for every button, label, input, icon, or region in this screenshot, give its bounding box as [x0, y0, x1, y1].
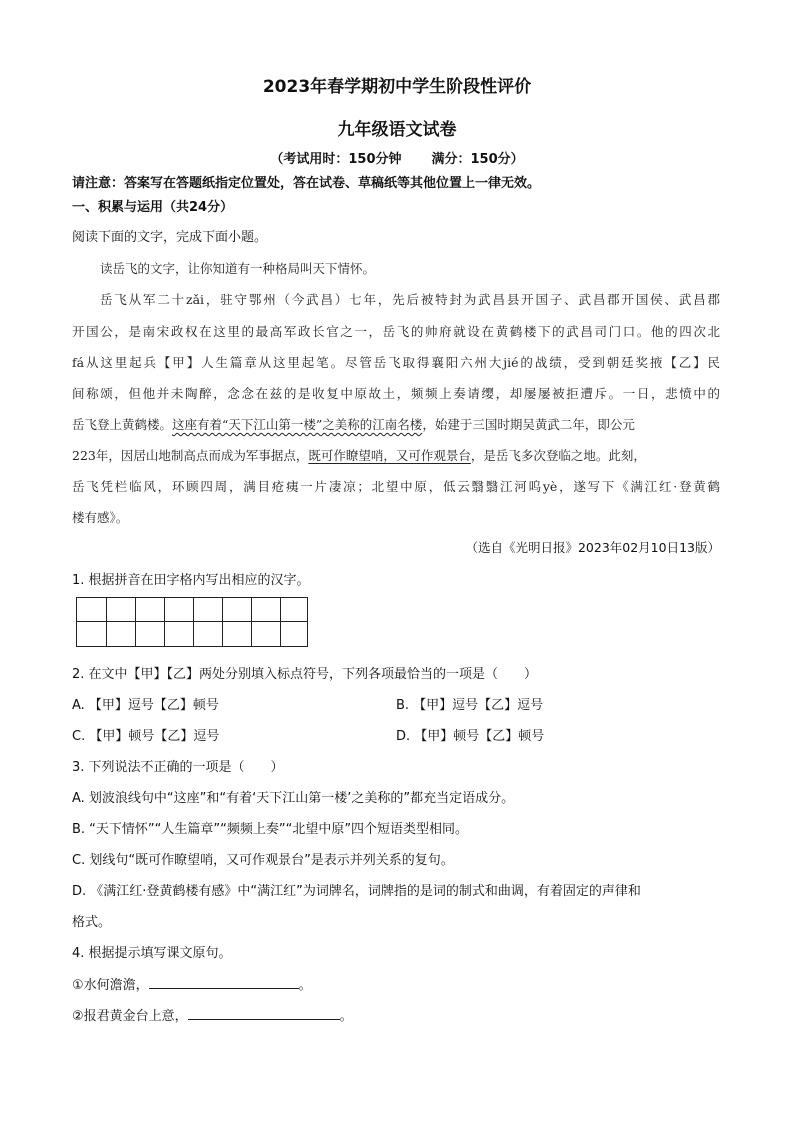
section-instruction: 阅读下面的文字，完成下面小题。: [72, 230, 268, 245]
passage-line: 间称颂，但他并未陶醉，念念在兹的是收复中原故土，频频上奏请缨，却屡屡被拒遭斥。一日，悲愤中的: [72, 386, 720, 401]
passage-line: [72, 415, 720, 433]
exam-title: 2023年春学期初中学生阶段性评价: [262, 77, 532, 97]
fill-blank-item: [72, 974, 312, 993]
section-heading: 一、积累与运用（共24分）: [72, 200, 234, 215]
passage-line: [72, 446, 720, 464]
exam-notice: 请注意：答案写在答题纸指定位置处，答在试卷、草稿纸等其他位置上一律无效。: [72, 176, 541, 191]
option-c[interactable]: C. 划线句“既可作瞭望哨，又可作观景台”是表示并列关系的复句。: [72, 853, 454, 868]
exam-info: [0, 148, 794, 167]
exam-time: （考试用时：150分钟: [270, 152, 402, 167]
passage-line: 岳飞凭栏临风，环顾四周，满目疮痍一片凄凉；北望中原，低云翳翳江河呜yè，遂写下《满江红·登黄鹤: [72, 479, 720, 494]
question-1: 1. 根据拼音在田字格内写出相应的汉字。: [72, 573, 310, 588]
answer-blank[interactable]: [149, 974, 299, 989]
option-c[interactable]: C. 【甲】顿号【乙】逗号: [72, 729, 220, 744]
period: 。: [339, 1009, 353, 1024]
full-score: 满分：150分）: [431, 152, 524, 167]
answer-blank[interactable]: [188, 1005, 340, 1020]
passage-text: 岳飞登上黄鹤楼。: [72, 417, 173, 432]
option-d[interactable]: D. 《满江红·登黄鹤楼有感》中“满江红”为词牌名，词牌指的是词的制式和曲调，有着固定的声律和: [72, 884, 641, 899]
passage-source: （选自《光明日报》2023年02月10日13版）: [465, 540, 720, 555]
option-d[interactable]: D. 【甲】顿号【乙】顿号: [396, 729, 545, 744]
period: 。: [298, 978, 312, 993]
prompt-text: ①水何澹澹，: [72, 978, 149, 993]
passage-text: ，始建于三国时期吴黄武二年，即公元: [422, 417, 635, 432]
question-3: 3. 下列说法不正确的一项是（ ）: [72, 760, 284, 775]
passage-line: 岳飞从军二十zǎi，驻守鄂州（今武昌）七年，先后被特封为武昌县开国子、武昌郡开国侯、武昌郡: [100, 292, 720, 307]
option-d-continued: 格式。: [72, 915, 112, 930]
passage-line: 开国公，是南宋政权在这里的最高军政长官之一，岳飞的帅府就设在黄鹤楼下的武昌司门口。他的四次北: [72, 324, 720, 339]
prompt-text: ②报君黄金台上意，: [72, 1009, 188, 1024]
option-a[interactable]: A. 划波浪线句中“这座”和“有着‘天下江山第一楼’之美称的”都充当定语成分。: [72, 791, 515, 806]
passage-line: fá从这里起兵【甲】人生篇章从这里起笔。尽管岳飞取得襄阳六州大jié的战绩，受到朝廷奖掖【乙】民: [72, 355, 720, 370]
question-2: 2. 在文中【甲】【乙】两处分别填入标点符号，下列各项最恰当的一项是（ ）: [72, 667, 538, 682]
underlined-sentence: 既可作瞭望哨，又可作观景台: [308, 448, 471, 463]
fill-blank-item: [72, 1005, 353, 1024]
tianzige-answer-grid[interactable]: [76, 597, 308, 647]
passage-line: 读岳飞的文字，让你知道有一种格局叫天下情怀。: [100, 261, 376, 276]
passage-text: ，是岳飞多次登临之地。此刻，: [470, 448, 646, 463]
passage-text: 223年，因居山地制高点而成为军事据点，: [72, 448, 309, 463]
wavy-underlined-sentence: 这座有着“天下江山第一楼”之美称的江南名楼: [172, 417, 423, 432]
question-4: 4. 根据提示填写课文原句。: [72, 946, 232, 961]
exam-subtitle: 九年级语文试卷: [337, 120, 457, 140]
option-b[interactable]: B. “天下情怀”“人生篇章”“频频上奏”“北望中原”四个短语类型相同。: [72, 822, 469, 837]
passage-line: 楼有感》。: [72, 510, 129, 525]
option-b[interactable]: B. 【甲】逗号【乙】逗号: [396, 698, 544, 713]
option-a[interactable]: A. 【甲】逗号【乙】顿号: [72, 698, 219, 713]
